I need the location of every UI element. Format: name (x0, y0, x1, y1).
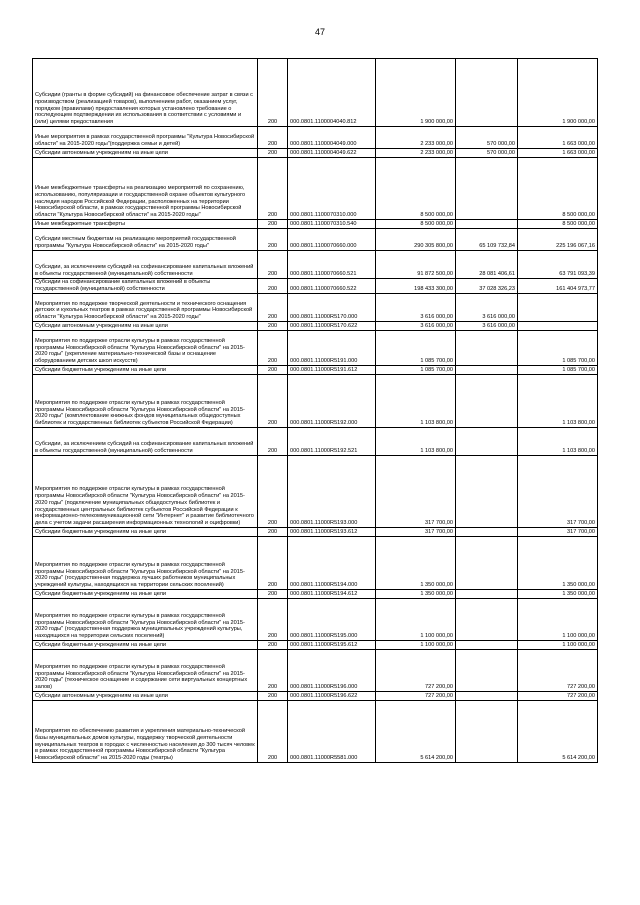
row-name-cell: Мероприятия по обеспечению развития и укрепления материально-технической базы муниципальных домов культуры, поддержку творческой деятельности муниципальных театров в городах с численностью населения до 300 тысяч человек в рамках государственной программы Новосибирской области "Культура Новосибирской области" на 2015-2020 годы (театры) (33, 701, 258, 763)
row-value-total-cell: 1 100 000,00 (376, 641, 456, 650)
row-kvr-cell: 200 (258, 220, 288, 229)
row-code-cell: 000.0801.11000R5195.612 (288, 641, 376, 650)
row-code-cell: 000.0801.11000R5191.000 (288, 331, 376, 366)
row-kvr-cell: 200 (258, 59, 288, 127)
budget-table (32, 58, 598, 763)
row-value-remaining-cell: 1 900 000,00 (518, 59, 598, 127)
row-kvr-cell: 200 (258, 149, 288, 158)
row-kvr-cell: 200 (258, 701, 288, 763)
row-kvr-cell: 200 (258, 158, 288, 220)
row-name-cell: Иные межбюджетные трансферты (33, 220, 258, 229)
row-code-cell: 000.0801.11000R5193.612 (288, 528, 376, 537)
row-name-cell: Субсидии местным бюджетам на реализацию мероприятий государственной программы "Культура Новосибирской области" на 2015-2020 годы" (33, 229, 258, 251)
row-value-total-cell: 317 700,00 (376, 528, 456, 537)
budget-table-body (33, 59, 598, 763)
row-value-total-cell: 1 900 000,00 (376, 59, 456, 127)
row-value-total-cell: 3 616 000,00 (376, 322, 456, 331)
row-value-total-cell: 198 433 300,00 (376, 279, 456, 294)
row-value-remaining-cell: 727 200,00 (518, 692, 598, 701)
row-code-cell: 000.0801.11000R5581.000 (288, 701, 376, 763)
row-value-total-cell: 1 100 000,00 (376, 599, 456, 641)
row-kvr-cell: 200 (258, 692, 288, 701)
table-row (33, 294, 598, 322)
row-kvr-cell: 200 (258, 650, 288, 692)
table-row (33, 590, 598, 599)
row-name-cell: Иные межбюджетные трансферты на реализацию мероприятий по сохранению, использованию, популяризации и государственной охране объектов культурного наследия народов Российской Федерации, расположенных на территории Новосибирской области, в рамках государственной программы Новосибирской области "Культура Новосибирской области" на 2015-2020 годы" (33, 158, 258, 220)
row-value-executed-cell: 3 616 000,00 (456, 322, 518, 331)
row-code-cell: 000.0801.11000R5192.521 (288, 428, 376, 456)
row-value-total-cell: 5 614 200,00 (376, 701, 456, 763)
table-row (33, 366, 598, 375)
table-row (33, 158, 598, 220)
row-kvr-cell: 200 (258, 366, 288, 375)
row-value-total-cell: 2 233 000,00 (376, 127, 456, 149)
row-code-cell: 000.0801.11000R5196.000 (288, 650, 376, 692)
row-kvr-cell: 200 (258, 294, 288, 322)
row-value-remaining-cell: 1 350 000,00 (518, 537, 598, 590)
row-value-executed-cell (456, 599, 518, 641)
row-code-cell: 000.0801.11000R5194.612 (288, 590, 376, 599)
table-row (33, 599, 598, 641)
table-row (33, 650, 598, 692)
row-value-remaining-cell (518, 322, 598, 331)
row-name-cell: Субсидии автономным учреждениям на иные цели (33, 149, 258, 158)
row-value-total-cell: 1 103 800,00 (376, 375, 456, 428)
row-kvr-cell: 200 (258, 456, 288, 528)
row-name-cell: Мероприятия по поддержке отрасли культуры в рамках государственной программы Новосибирской области "Культура Новосибирской области" на 2015-2020 годы" (техническое оснащение и содержание сети виртуальных концертных залов) (33, 650, 258, 692)
row-value-total-cell: 727 200,00 (376, 692, 456, 701)
table-row (33, 528, 598, 537)
row-value-total-cell: 1 350 000,00 (376, 537, 456, 590)
row-kvr-cell: 200 (258, 528, 288, 537)
row-value-total-cell: 1 085 700,00 (376, 366, 456, 375)
row-value-remaining-cell: 1 103 800,00 (518, 375, 598, 428)
row-value-remaining-cell: 161 404 973,77 (518, 279, 598, 294)
row-name-cell: Мероприятия по поддержке отрасли культуры в рамках государственной программы Новосибирской области "Культура Новосибирской области" на 2015-2020 годы" (государственная поддержка лучших работников муниципальных учреждений культуры, находящихся на территории сельских поселений) (33, 537, 258, 590)
row-value-total-cell: 3 616 000,00 (376, 294, 456, 322)
row-value-remaining-cell: 1 100 000,00 (518, 599, 598, 641)
row-value-remaining-cell: 1 663 000,00 (518, 149, 598, 158)
row-name-cell: Субсидии автономным учреждениям на иные цели (33, 692, 258, 701)
row-value-remaining-cell: 1 085 700,00 (518, 331, 598, 366)
row-name-cell: Субсидии, за исключением субсидий на софинансирование капитальных вложений в объекты государственной (муниципальной) собственности (33, 251, 258, 279)
row-kvr-cell: 200 (258, 279, 288, 294)
row-value-total-cell: 727 200,00 (376, 650, 456, 692)
row-name-cell: Субсидии бюджетным учреждениям на иные цели (33, 590, 258, 599)
table-row (33, 428, 598, 456)
row-code-cell: 000.0801.11000R5191.612 (288, 366, 376, 375)
row-value-remaining-cell: 225 196 067,16 (518, 229, 598, 251)
row-value-executed-cell (456, 650, 518, 692)
row-value-remaining-cell: 8 500 000,00 (518, 220, 598, 229)
row-value-executed-cell (456, 331, 518, 366)
row-code-cell: 000.0801.1100070310.000 (288, 158, 376, 220)
row-value-remaining-cell: 317 700,00 (518, 456, 598, 528)
row-value-remaining-cell: 1 663 000,00 (518, 127, 598, 149)
row-value-executed-cell (456, 366, 518, 375)
row-code-cell: 000.0801.1100070660.000 (288, 229, 376, 251)
row-value-remaining-cell: 727 200,00 (518, 650, 598, 692)
row-code-cell: 000.0801.11000R5170.622 (288, 322, 376, 331)
row-value-executed-cell (456, 375, 518, 428)
row-value-total-cell: 1 085 700,00 (376, 331, 456, 366)
table-row (33, 279, 598, 294)
row-kvr-cell: 200 (258, 599, 288, 641)
row-value-remaining-cell: 8 500 000,00 (518, 158, 598, 220)
row-code-cell: 000.0801.1100004040.812 (288, 59, 376, 127)
row-code-cell: 000.0801.11000R5196.622 (288, 692, 376, 701)
row-kvr-cell: 200 (258, 537, 288, 590)
row-value-executed-cell: 37 028 326,23 (456, 279, 518, 294)
row-value-executed-cell: 3 616 000,00 (456, 294, 518, 322)
row-value-executed-cell: 570 000,00 (456, 127, 518, 149)
row-value-remaining-cell: 317 700,00 (518, 528, 598, 537)
row-value-remaining-cell: 5 614 200,00 (518, 701, 598, 763)
row-name-cell: Субсидии бюджетным учреждениям на иные цели (33, 366, 258, 375)
row-value-executed-cell: 570 000,00 (456, 149, 518, 158)
row-value-total-cell: 1 350 000,00 (376, 590, 456, 599)
table-row (33, 701, 598, 763)
row-code-cell: 000.0801.1100004049.622 (288, 149, 376, 158)
row-kvr-cell: 200 (258, 375, 288, 428)
row-value-executed-cell (456, 528, 518, 537)
table-row (33, 59, 598, 127)
row-code-cell: 000.0801.11000R5195.000 (288, 599, 376, 641)
row-value-remaining-cell: 1 085 700,00 (518, 366, 598, 375)
table-row (33, 692, 598, 701)
row-value-executed-cell: 65 109 732,84 (456, 229, 518, 251)
table-row (33, 375, 598, 428)
row-code-cell: 000.0801.11000R5192.000 (288, 375, 376, 428)
row-name-cell: Субсидии (гранты в форме субсидий) на финансовое обеспечение затрат в связи с производством (реализацией товаров), выполнением работ, оказанием услуг, порядком (правилами) предоставления которых установлено требование о последующем подтверждении их использования в соответствии с условиями и (или) целями предоставления (33, 59, 258, 127)
row-name-cell: Субсидии, за исключением субсидий на софинансирование капитальных вложений в объекты государственной (муниципальной) собственности (33, 428, 258, 456)
row-name-cell: Мероприятия по поддержке отрасли культуры в рамках государственной программы Новосибирской области "Культура Новосибирской области" на 2015-2020 годы" (подключение муниципальных общедоступных библиотек и государственных центральных библиотек субъектов Российской Федерации к информационно-телекоммуникационной сети "Интернет" и развитие библиотечного дела с учетом задачи расширения информационных технологий и оцифровки) (33, 456, 258, 528)
table-row (33, 229, 598, 251)
row-kvr-cell: 200 (258, 229, 288, 251)
row-value-executed-cell (456, 692, 518, 701)
row-value-remaining-cell: 1 350 000,00 (518, 590, 598, 599)
row-name-cell: Субсидии на софинансирование капитальных вложений в объекты государственной (муниципальной) собственности (33, 279, 258, 294)
row-value-total-cell: 2 233 000,00 (376, 149, 456, 158)
row-value-executed-cell: 28 081 406,61 (456, 251, 518, 279)
row-value-executed-cell (456, 158, 518, 220)
row-value-executed-cell (456, 456, 518, 528)
row-value-total-cell: 317 700,00 (376, 456, 456, 528)
row-name-cell: Мероприятия по поддержке отрасли культуры в рамках государственной программы Новосибирской области "Культура Новосибирской области" на 2015-2020 годы" (укрепление материально-технической базы и оснащение оборудованием детских школ искусств) (33, 331, 258, 366)
table-row (33, 537, 598, 590)
page-number: 47 (314, 27, 325, 37)
row-code-cell: 000.0801.11000R5170.000 (288, 294, 376, 322)
row-value-total-cell: 8 500 000,00 (376, 220, 456, 229)
table-row (33, 220, 598, 229)
row-value-executed-cell (456, 537, 518, 590)
row-code-cell: 000.0801.1100004049.000 (288, 127, 376, 149)
table-row (33, 641, 598, 650)
row-name-cell: Субсидии автономным учреждениям на иные цели (33, 322, 258, 331)
row-value-remaining-cell: 1 100 000,00 (518, 641, 598, 650)
row-code-cell: 000.0801.1100070310.540 (288, 220, 376, 229)
row-name-cell: Субсидии бюджетным учреждениям на иные цели (33, 528, 258, 537)
row-value-executed-cell (456, 59, 518, 127)
row-kvr-cell: 200 (258, 322, 288, 331)
row-kvr-cell: 200 (258, 251, 288, 279)
row-value-total-cell: 290 305 800,00 (376, 229, 456, 251)
row-value-total-cell: 8 500 000,00 (376, 158, 456, 220)
row-name-cell: Субсидии бюджетным учреждениям на иные цели (33, 641, 258, 650)
row-value-executed-cell (456, 220, 518, 229)
table-row (33, 322, 598, 331)
table-row (33, 149, 598, 158)
table-row (33, 456, 598, 528)
row-kvr-cell: 200 (258, 331, 288, 366)
row-code-cell: 000.0801.11000R5194.000 (288, 537, 376, 590)
row-value-executed-cell (456, 701, 518, 763)
row-value-remaining-cell: 1 103 800,00 (518, 428, 598, 456)
row-name-cell: Мероприятия по поддержке отрасли культуры в рамках государственной программы Новосибирской области "Культура Новосибирской области" на 2015-2020 годы" (комплектование книжных фондов муниципальных общедоступных библиотек и государственных библиотек субъектов Российской Федерации) (33, 375, 258, 428)
row-value-remaining-cell (518, 294, 598, 322)
row-name-cell: Мероприятия по поддержке творческой деятельности и технического оснащения детских и кукольных театров в рамках государственной программы Новосибирской области "Культура Новосибирской области" на 2015-2020 годы" (33, 294, 258, 322)
row-value-total-cell: 1 103 800,00 (376, 428, 456, 456)
row-code-cell: 000.0801.1100070660.522 (288, 279, 376, 294)
table-row (33, 331, 598, 366)
row-kvr-cell: 200 (258, 590, 288, 599)
row-code-cell: 000.0801.11000R5193.000 (288, 456, 376, 528)
table-row (33, 127, 598, 149)
row-value-total-cell: 91 872 500,00 (376, 251, 456, 279)
table-row (33, 251, 598, 279)
row-name-cell: Иные мероприятия в рамках государственной программы "Культура Новосибирской области" на 2015-2020 годы"(поддержка семьи и детей) (33, 127, 258, 149)
row-value-executed-cell (456, 590, 518, 599)
row-kvr-cell: 200 (258, 127, 288, 149)
row-value-remaining-cell: 63 791 093,39 (518, 251, 598, 279)
row-value-executed-cell (456, 428, 518, 456)
row-value-executed-cell (456, 641, 518, 650)
row-code-cell: 000.0801.1100070660.521 (288, 251, 376, 279)
row-kvr-cell: 200 (258, 428, 288, 456)
row-name-cell: Мероприятия по поддержке отрасли культуры в рамках государственной программы Новосибирской области "Культура Новосибирской области" на 2015-2020 годы" (государственная поддержка муниципальных учреждений культуры, находящихся на территории сельских поселений) (33, 599, 258, 641)
row-kvr-cell: 200 (258, 641, 288, 650)
